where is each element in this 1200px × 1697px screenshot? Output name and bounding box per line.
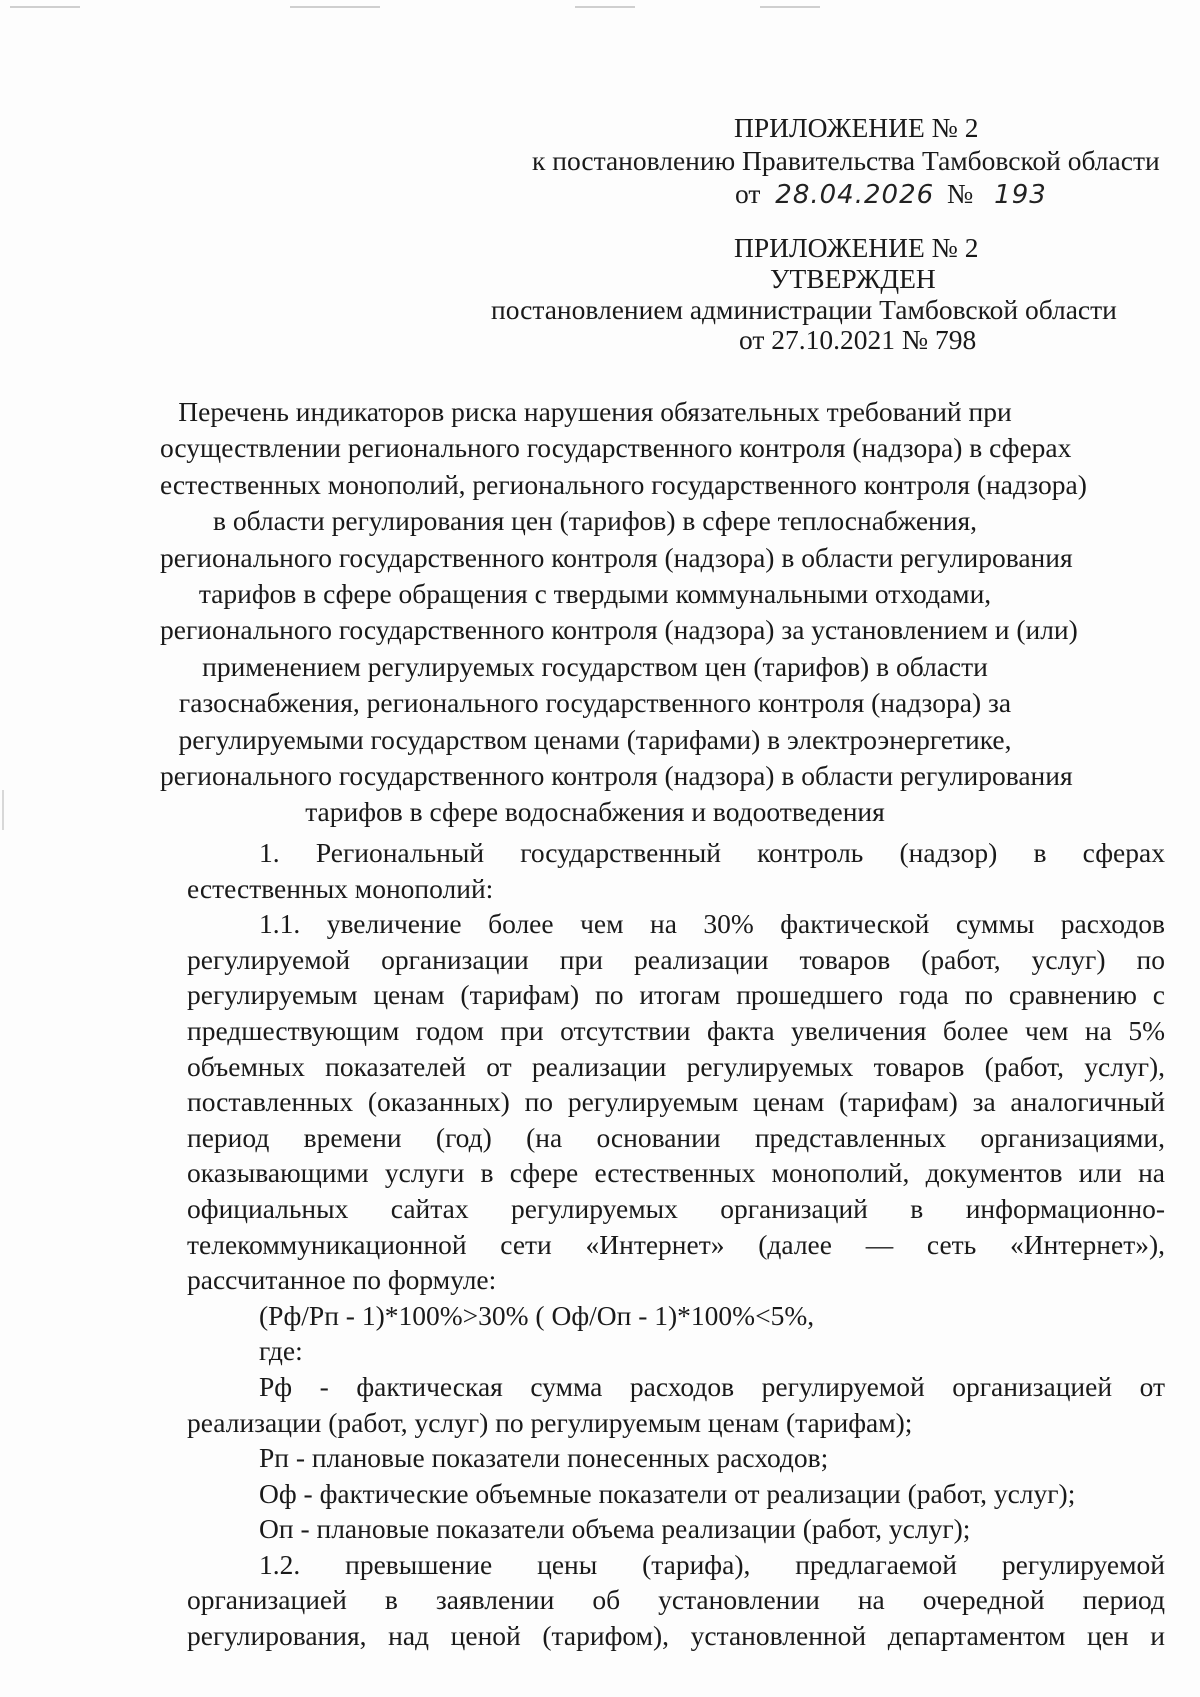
title-line: регулируемыми государством ценами (тарифами) в электроэнергетике,: [178, 723, 1012, 755]
paragraph-line: регулируемой организации при реализации товаров (работ, услуг) по: [187, 943, 1165, 975]
word: государственный: [520, 837, 721, 868]
number-sign: №: [947, 178, 974, 209]
paragraph-line: официальных сайтах регулируемых организаций в информационно-: [187, 1192, 1165, 1224]
title-line: регионального государственного контроля (надзора) за установлением и (или): [160, 614, 1078, 646]
paragraph-line: поставленных (оказанных) по регулируемым ценам (тарифам) за аналогичный: [187, 1086, 1165, 1118]
word: 1.: [259, 837, 280, 868]
section-1-heading: [187, 835, 1165, 871]
definition-rf: [187, 1369, 1165, 1440]
paragraph-1-2-first-line: [187, 1547, 1165, 1583]
title-line: Перечень индикаторов риска нарушения обязательных требований при: [178, 396, 1012, 427]
word: предлагаемой: [795, 1548, 958, 1580]
paragraph-line: регулирования, над ценой (тарифом), установленной департаментом цен и: [187, 1620, 1165, 1652]
title-line: газоснабжения, регионального государственного контроля (надзора) за: [178, 687, 1012, 719]
where-label: где:: [259, 1335, 303, 1367]
formula: (Рф/Рп - 1)*100%>30% ( Оф/Оп - 1)*100%<5%,: [259, 1299, 815, 1331]
word: цены: [537, 1548, 598, 1580]
title-line: регионального государственного контроля (надзора) в области регулирования: [160, 541, 1073, 573]
word: регулируемой: [1001, 1548, 1165, 1580]
word: 1.2.: [259, 1548, 301, 1580]
old-resolution-date: от 27.10.2021 № 798: [739, 324, 977, 355]
appendix-heading-old: ПРИЛОЖЕНИЕ № 2: [734, 232, 979, 263]
handwritten-date: 28.04.2026: [775, 180, 935, 210]
title-line: осуществлении регионального государственного контроля (надзора) в сферах: [160, 432, 1072, 464]
word: Региональный: [315, 837, 485, 868]
approving-authority: постановлением администрации Тамбовской области: [491, 294, 1117, 325]
word: сферах: [1082, 837, 1165, 868]
title-line: регионального государственного контроля (надзора) в области регулирования: [160, 760, 1073, 792]
document-title: [160, 394, 1087, 831]
section-1-heading-cont: естественных монополий:: [187, 872, 494, 904]
scan-artifact: [10, 6, 80, 8]
appendix-heading-new: ПРИЛОЖЕНИЕ № 2: [734, 112, 979, 143]
word: (надзор): [899, 837, 998, 868]
approved-label: УТВЕРЖДЕН: [770, 263, 936, 294]
scan-artifact: [2, 790, 4, 830]
resolution-date-line: [735, 178, 1047, 210]
paragraph-line: организацией в заявлении об установлении на очередной период: [187, 1584, 1165, 1616]
title-line: тарифов в сфере обращения с твердыми коммунальными отходами,: [198, 578, 992, 610]
title-line: естественных монополий, регионального государственного контроля (надзора): [160, 468, 1087, 500]
scan-artifact: [290, 6, 380, 8]
title-line: тарифов в сфере водоснабжения и водоотведения: [305, 796, 885, 828]
paragraph-line-last: реализации (работ, услуг) по регулируемым ценам (тарифам);: [187, 1406, 913, 1438]
word: контроль: [757, 837, 864, 868]
definition-of: Оф - фактические объемные показатели от реализации (работ, услуг);: [259, 1477, 1076, 1509]
paragraph-line: Рф - фактическая сумма расходов регулируемой организацией от: [259, 1370, 1165, 1402]
paragraph-line: 1.1. увеличение более чем на 30% фактической суммы расходов: [259, 908, 1165, 940]
word: (тарифа),: [642, 1548, 751, 1580]
document-body: [187, 835, 1165, 1654]
date-prefix: от: [735, 178, 761, 209]
paragraph-1-1: [187, 906, 1165, 1298]
paragraph-line: регулируемым ценам (тарифам) по итогам прошедшего года по сравнению с: [187, 979, 1165, 1011]
definition-rp: Рп - плановые показатели понесенных расходов;: [259, 1442, 829, 1474]
scan-artifact: [760, 6, 820, 8]
word: в: [1033, 837, 1047, 868]
definition-op: Оп - плановые показатели объема реализации (работ, услуг);: [259, 1513, 971, 1545]
scan-artifact: [575, 6, 635, 8]
paragraph-line: оказывающими услуги в сфере естественных монополий, документов или на: [187, 1157, 1165, 1189]
resolution-reference: к постановлению Правительства Тамбовской области: [532, 145, 1160, 176]
handwritten-number: 193: [994, 180, 1047, 210]
paragraph-line: телекоммуникационной сети «Интернет» (далее — сеть «Интернет»),: [187, 1228, 1165, 1260]
paragraph-line: предшествующим годом при отсутствии факта увеличения более чем на 5%: [187, 1014, 1165, 1046]
paragraph-line-last: рассчитанное по формуле:: [187, 1264, 497, 1296]
word: превышение: [345, 1548, 493, 1580]
paragraph-line: объемных показателей от реализации регулируемых товаров (работ, услуг),: [187, 1050, 1165, 1082]
title-line: в области регулирования цен (тарифов) в сфере теплоснабжения,: [212, 505, 978, 537]
paragraph-line: период времени (год) (на основании представленных организациями,: [187, 1121, 1165, 1153]
title-line: применением регулируемых государством цен (тарифов) в области: [202, 650, 988, 682]
